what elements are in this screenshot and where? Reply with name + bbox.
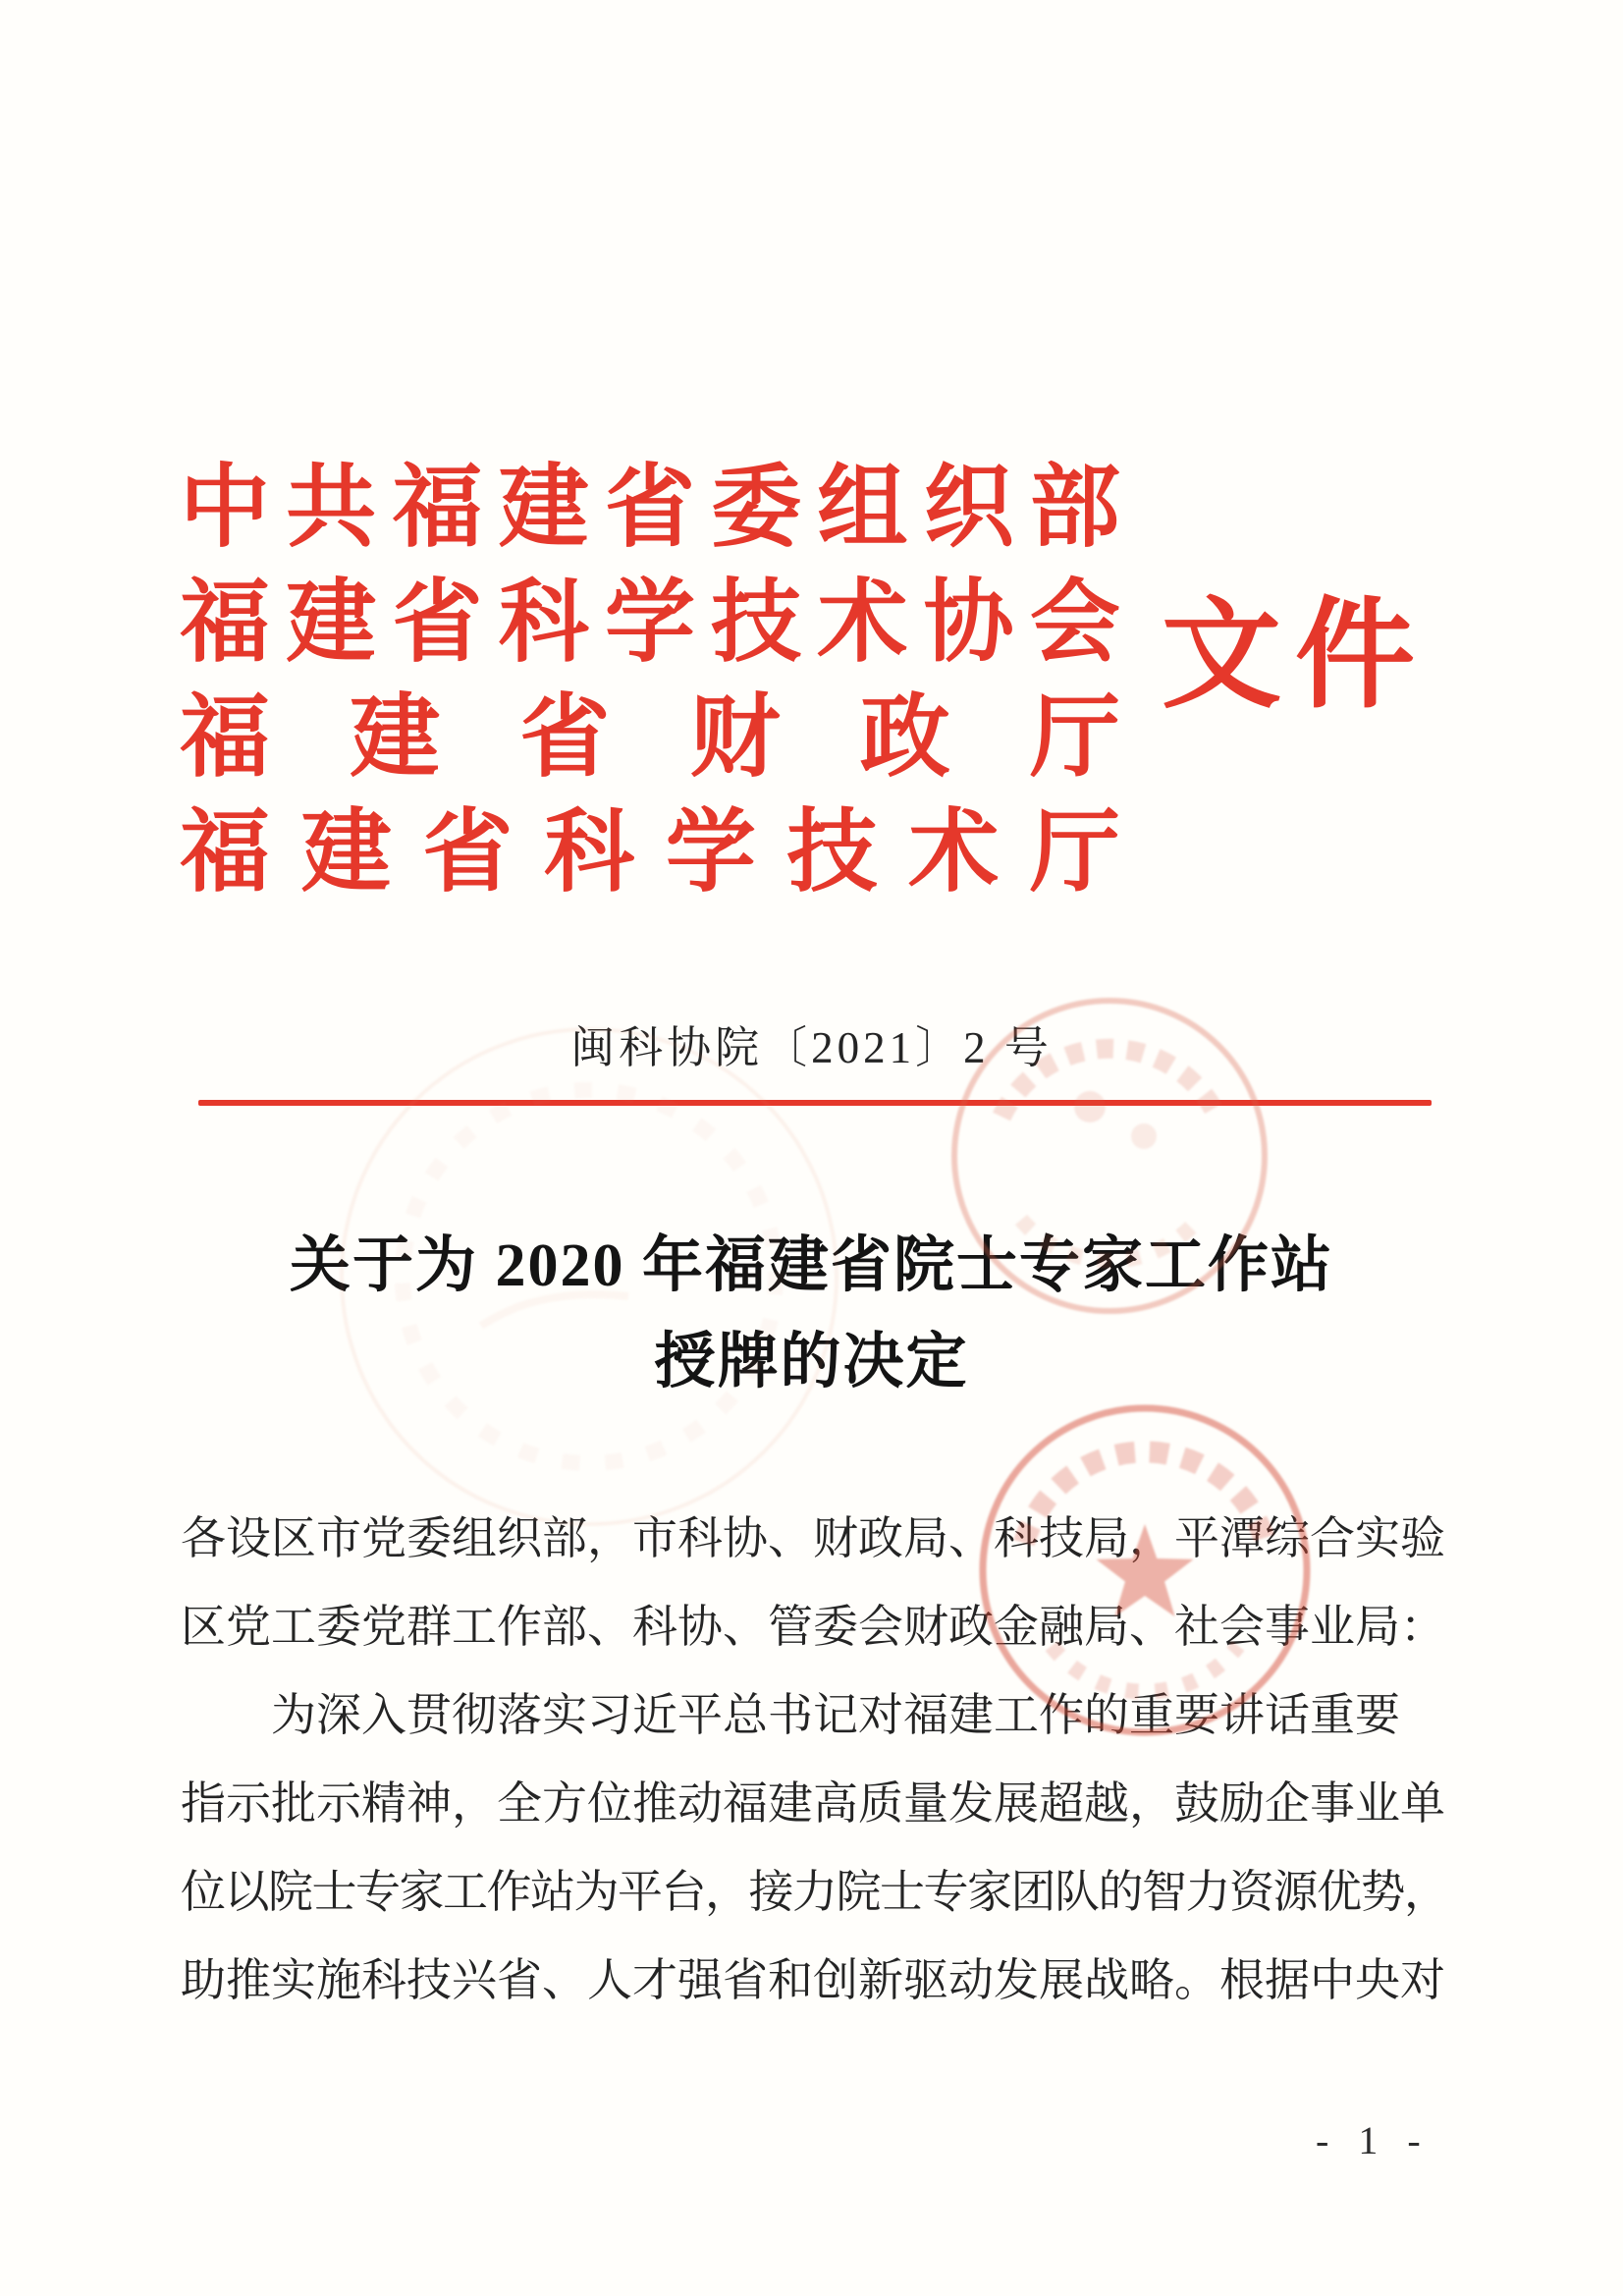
body-line-6: 助推实施科技兴省、人才强省和创新驱动发展战略。根据中央对 xyxy=(181,1955,1445,2005)
body-line-3: 为深入贯彻落实习近平总书记对福建工作的重要讲话重要 xyxy=(271,1690,1400,1740)
doc-type-label: 文件 xyxy=(1162,590,1429,723)
body-line-5: 位以院士专家工作站为平台，接力院士专家团队的智力资源优势， xyxy=(181,1867,1448,1917)
doc-number: 闽科协院〔2021〕2 号 xyxy=(570,1023,1053,1072)
title-line-1: 关于为 2020 年福建省院士专家工作站 xyxy=(289,1232,1333,1299)
body-text xyxy=(181,1495,1447,2025)
page-number: - 1 - xyxy=(1316,2118,1431,2162)
body-line-2: 区党工委党群工作部、科协、管委会财政金融局、社会事业局： xyxy=(181,1602,1445,1652)
agency-line-4: 福 建 省 科 学 技 术 厅 xyxy=(180,801,1120,902)
red-divider-line xyxy=(198,1100,1432,1106)
body-line-4: 指示批示精神，全方位推动福建高质量发展超越，鼓励企事业单 xyxy=(181,1778,1445,1829)
agency-line-1: 中 共 福 建 省 委 组 织 部 xyxy=(180,457,1120,558)
document-title xyxy=(0,1218,1623,1410)
agency-line-2: 福 建 省 科 学 技 术 协 会 xyxy=(180,572,1120,673)
agency-line-3: 福 建 省 财 政 厅 xyxy=(180,686,1120,788)
title-line-2: 授牌的决定 xyxy=(654,1329,969,1395)
letterhead xyxy=(180,450,1120,909)
body-line-1: 各设区市党委组织部，市科协、财政局、科技局，平潭综合实验 xyxy=(181,1513,1445,1563)
